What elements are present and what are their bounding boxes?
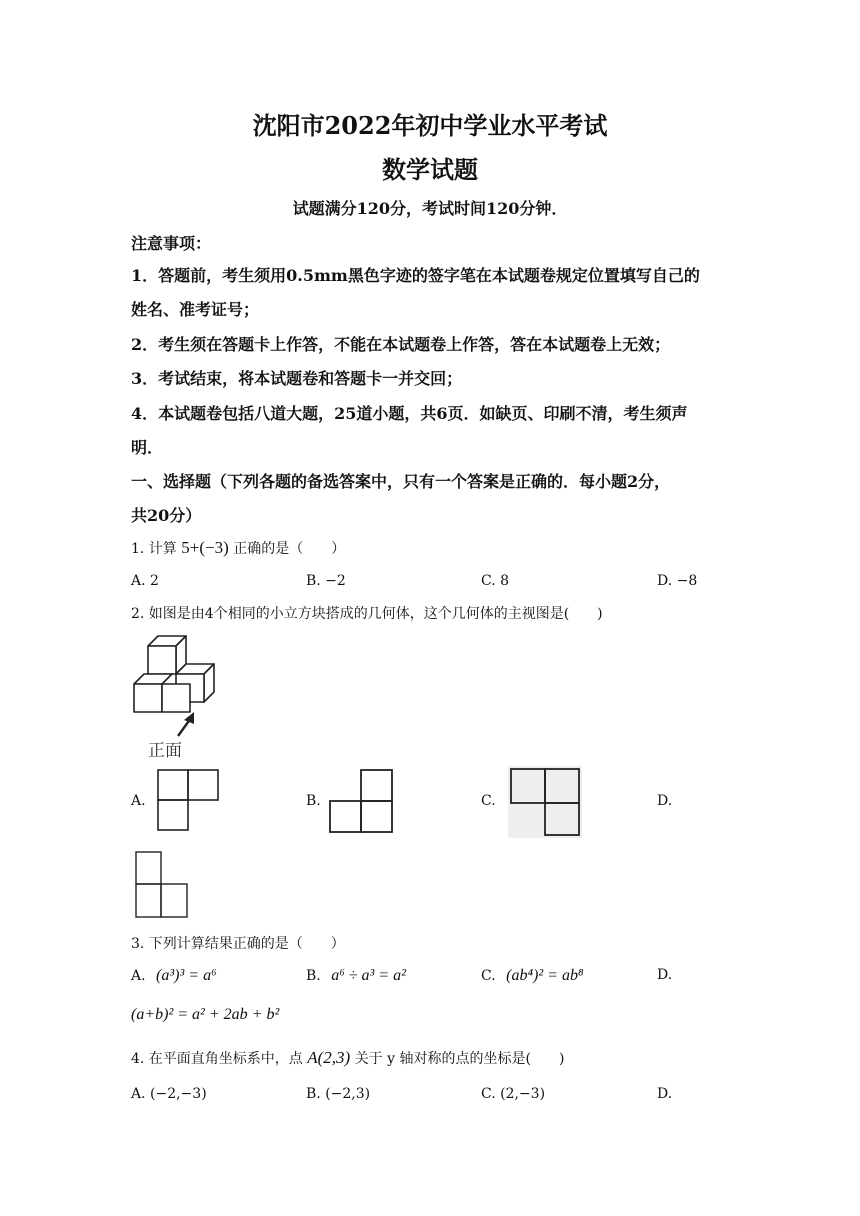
question-2: 2. 如图是由4个相同的小立方块搭成的几何体，这个几何体的主视图是( ) — [131, 606, 603, 622]
notes-heading: 注意事项： — [131, 234, 212, 253]
q4-prefix: 4. 在平面直角坐标系中，点 — [131, 1051, 303, 1067]
q2-option-d-label[interactable]: D. — [657, 793, 673, 809]
q3-option-a-expr: (a³)³ = a⁶ — [156, 967, 217, 984]
q3-option-d-expr[interactable]: (a+b)² = a² + 2ab + b² — [131, 1006, 280, 1023]
q2-option-a-label[interactable]: A. — [131, 793, 146, 809]
q2-option-c-figure[interactable] — [508, 766, 582, 838]
q4-suffix: 关于 y 轴对称的点的坐标是( ) — [354, 1051, 565, 1067]
note-line: 2．考生须在答题卡上作答，不能在本试题卷上作答，答在本试题卷上无效； — [131, 335, 671, 354]
q3-option-a-label: A. — [131, 968, 146, 984]
q4-option-b[interactable]: B. (−2,3) — [306, 1086, 371, 1102]
q1-expression: 5+(−3) — [181, 538, 229, 557]
q2-option-b-label[interactable]: B. — [306, 793, 321, 809]
section-heading: 共20分） — [131, 506, 202, 525]
question-4 — [131, 1048, 564, 1068]
q4-option-a[interactable]: A. (−2,−3) — [131, 1086, 207, 1102]
note-line: 4．本试题卷包括八道大题，25道小题，共6页．如缺页、印刷不清，考生须声 — [131, 404, 688, 423]
q3-option-b-label: B. — [306, 968, 321, 984]
note-line: 3．考试结束，将本试题卷和答题卡一并交回； — [131, 369, 463, 388]
q4-point: A(2,3) — [307, 1048, 351, 1067]
q1-option-a[interactable]: A. 2 — [131, 573, 159, 589]
q2-option-b-figure[interactable] — [328, 768, 394, 836]
note-line: 1．答题前，考生须用0.5mm黑色字迹的签字笔在本试题卷规定位置填写自己的 — [131, 266, 700, 285]
q1-option-c[interactable]: C. 8 — [481, 573, 510, 589]
note-line: 姓名、准考证号； — [131, 300, 260, 319]
q1-option-b[interactable]: B. −2 — [306, 573, 346, 589]
q2-option-a-figure[interactable] — [156, 768, 220, 834]
exam-subtitle: 数学试题 — [382, 155, 478, 184]
q4-option-d[interactable]: D. — [657, 1086, 673, 1102]
q3-option-c-label: C. — [481, 968, 496, 984]
question-3: 3. 下列计算结果正确的是（ ） — [131, 936, 345, 952]
exam-title: 沈阳市2022年初中学业水平考试 — [252, 111, 608, 140]
q3-option-b-expr: a⁶ ÷ a³ = a² — [331, 967, 406, 984]
q3-option-b[interactable] — [306, 967, 406, 985]
section-heading: 一、选择题（下列各题的备选答案中，只有一个答案是正确的．每小题2分， — [131, 472, 671, 491]
exam-info: 试题满分120分，考试时间120分钟． — [292, 199, 568, 218]
q2-option-c-label[interactable]: C. — [481, 793, 496, 809]
q3-option-c-expr: (ab⁴)² = ab⁸ — [506, 967, 584, 984]
q1-option-d[interactable]: D. −8 — [657, 573, 698, 589]
front-view-label: 正面 — [148, 741, 182, 761]
note-line: 明． — [131, 438, 164, 457]
question-1 — [131, 538, 345, 558]
q4-option-c[interactable]: C. (2,−3) — [481, 1086, 546, 1102]
q3-option-d-label[interactable]: D. — [657, 967, 673, 983]
q1-prefix: 1. 计算 — [131, 541, 177, 557]
q3-option-c[interactable] — [481, 967, 584, 985]
q2-option-d-figure[interactable] — [134, 850, 190, 920]
q3-option-a[interactable] — [131, 967, 217, 985]
q1-suffix: 正确的是（ ） — [233, 541, 346, 557]
